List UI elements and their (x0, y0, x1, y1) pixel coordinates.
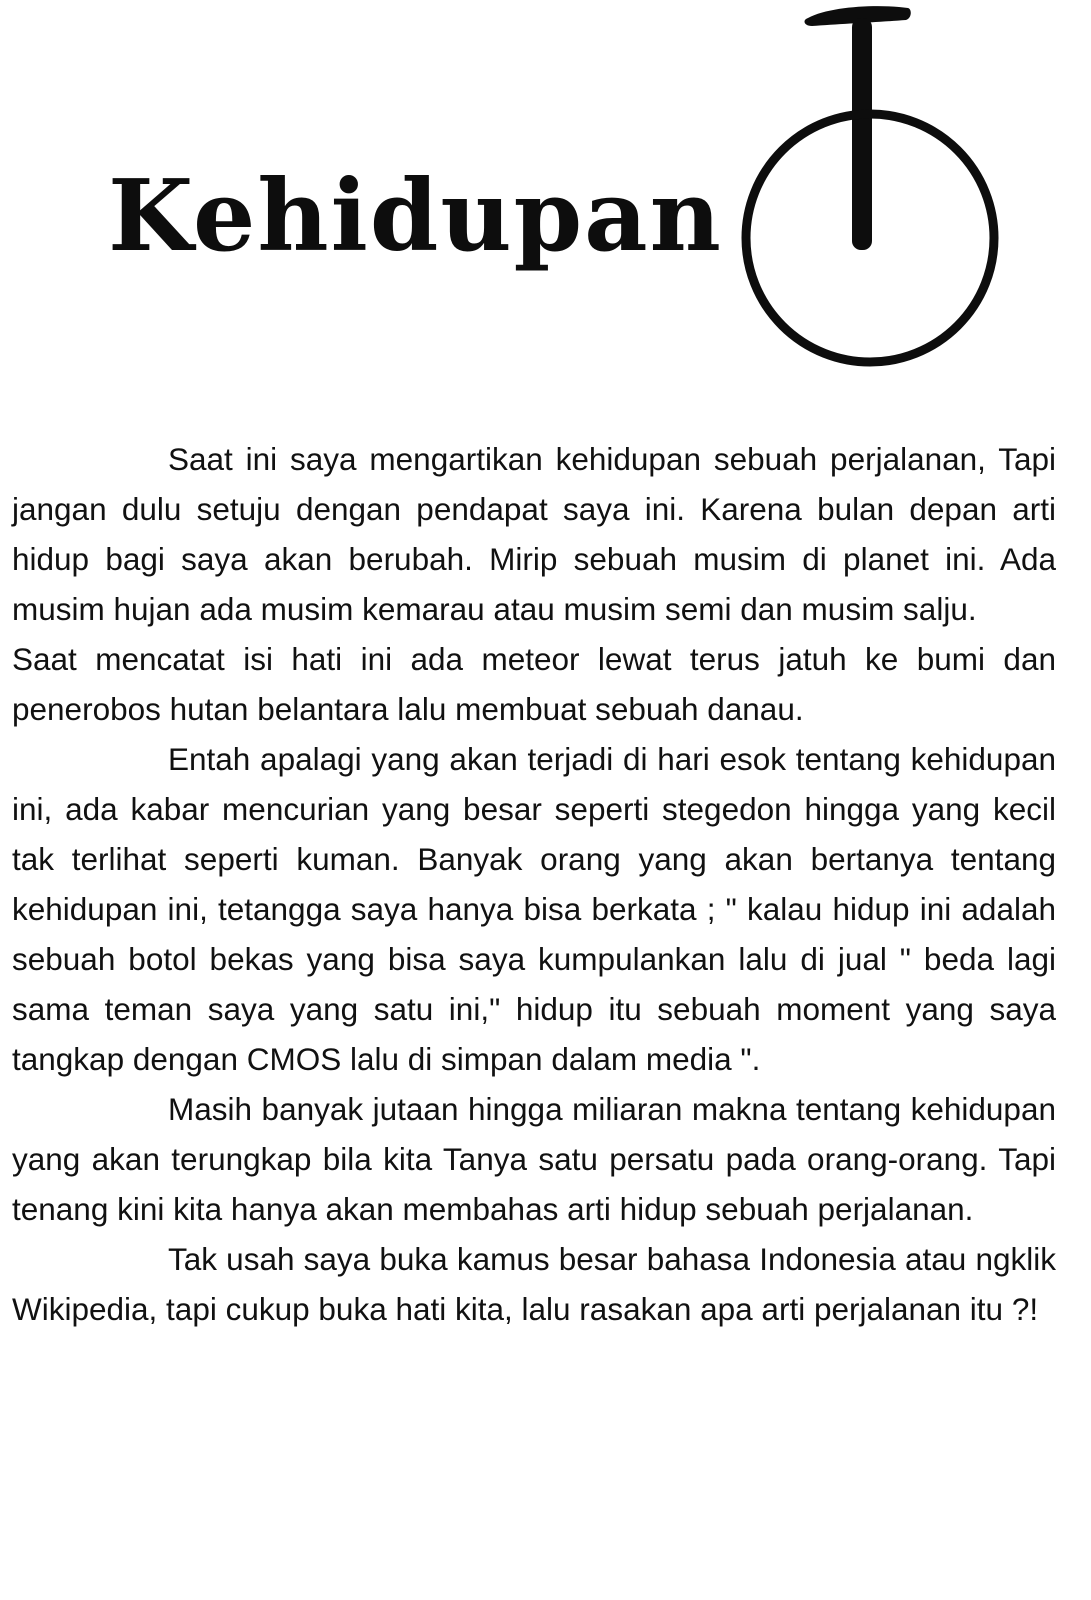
paragraph-4: Masih banyak jutaan hingga miliaran makna tentang kehidupan yang akan terungkap bila kita Tanya satu persatu pada orang-orang. Tapi tenang kini kita hanya akan membahas arti hidup sebuah perjalanan. (12, 1091, 1056, 1227)
paragraph-2: Saat mencatat isi hati ini ada meteor lewat terus jatuh ke bumi dan penerobos hutan belantara lalu membuat sebuah danau. (12, 641, 1056, 727)
paragraph-3: Entah apalagi yang akan terjadi di hari esok tentang kehidupan ini, ada kabar mencurian yang besar seperti stegedon hingga yang kecil tak terlihat seperti kuman. Banyak orang yang akan bertanya tentang kehidupan ini, tetangga saya hanya bisa berkata ; " kalau hidup ini adalah sebuah botol bekas yang bisa saya kumpulankan lalu di jual " beda lagi sama teman saya yang satu ini," hidup itu sebuah moment yang saya tangkap dengan CMOS lalu di simpan dalam media ". (12, 741, 1056, 1077)
paragraph-1: Saat ini saya mengartikan kehidupan sebuah perjalanan, Tapi jangan dulu setuju dengan pendapat saya ini. Karena bulan depan arti hidup bagi saya akan berubah. Mirip sebuah musim di planet ini. Ada musim hujan ada musim kemarau atau musim semi dan musim salju. (12, 441, 1056, 627)
page-title: Kehidupan (108, 159, 723, 274)
body-text (12, 434, 1056, 1334)
unicycle-icon (730, 0, 1010, 380)
paragraph-5: Tak usah saya buka kamus besar bahasa Indonesia atau ngklik Wikipedia, tapi cukup buka hati kita, lalu rasakan apa arti perjalanan itu ?! (12, 1241, 1056, 1327)
